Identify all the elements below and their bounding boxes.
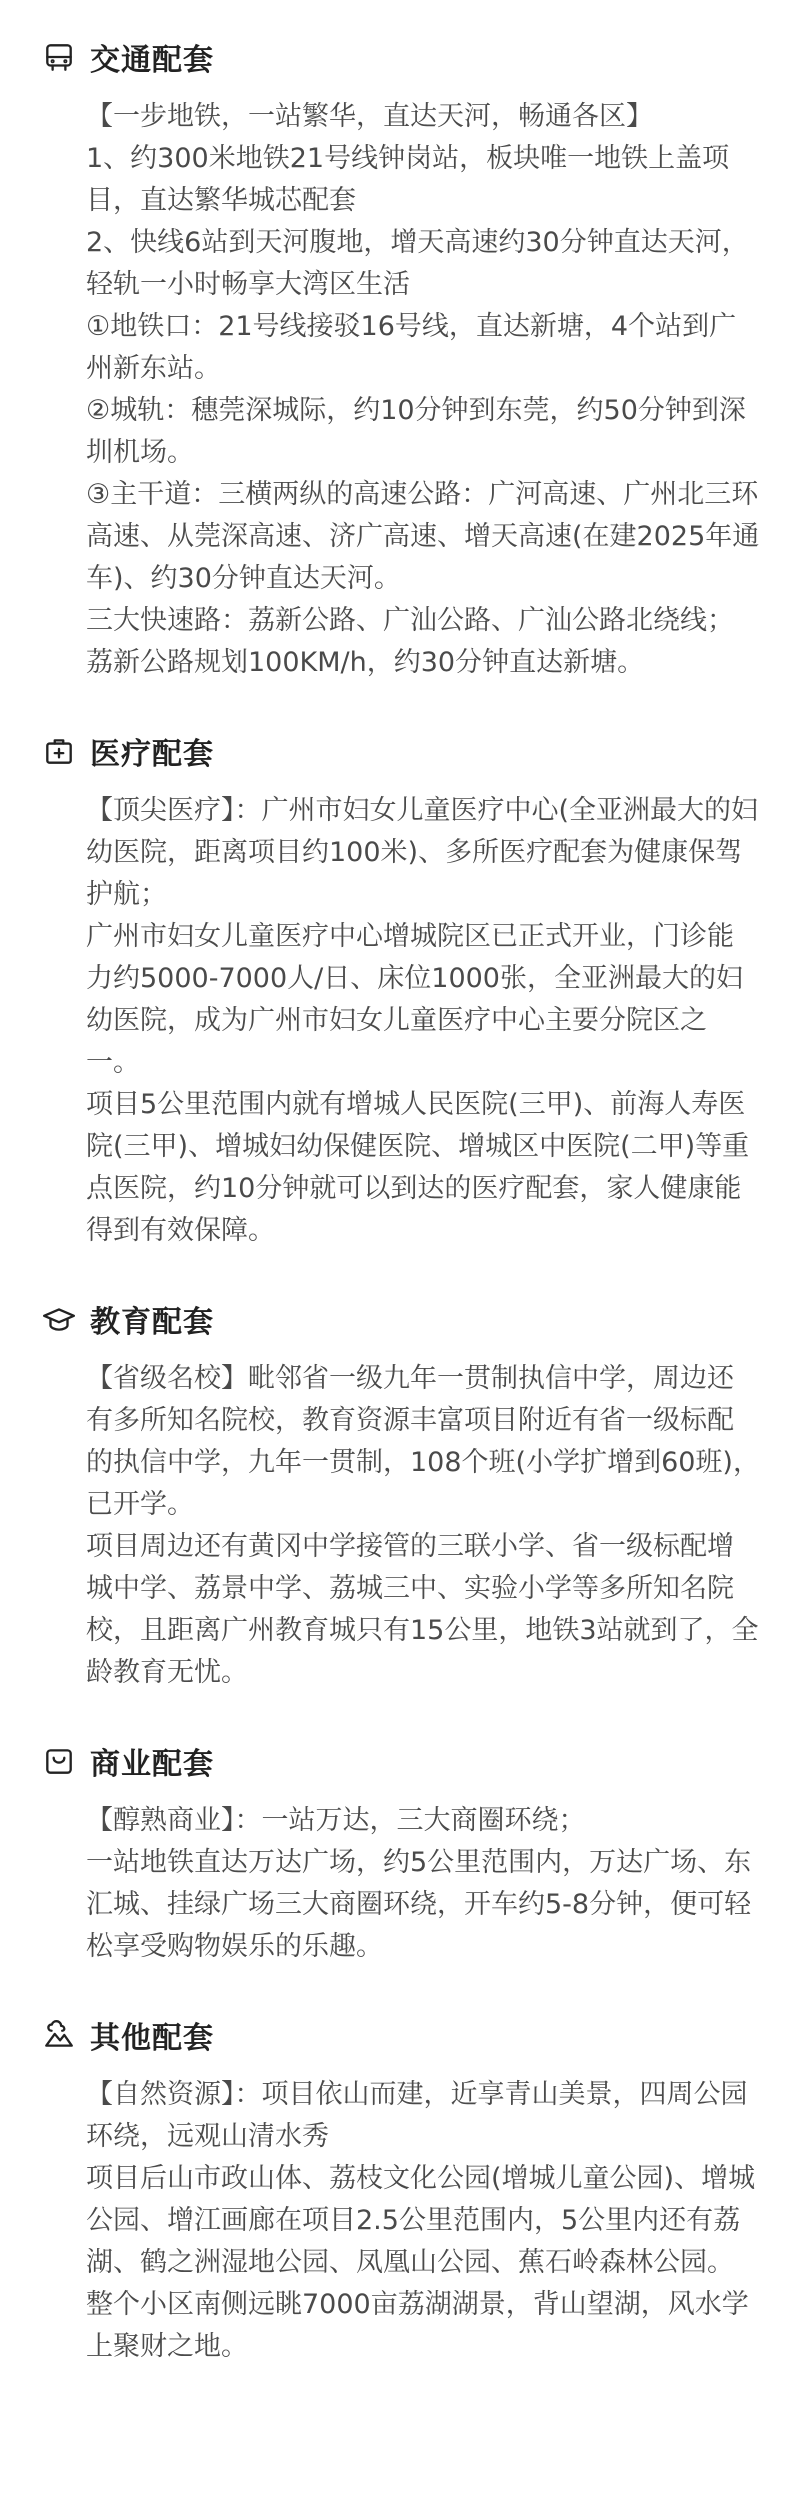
section-other — [40, 2008, 760, 2368]
section-title: 教育配套 — [90, 1305, 214, 1340]
paragraph: 广州市妇女儿童医疗中心增城院区已正式开业，门诊能力约5000-7000人/日、床位1000张，全亚洲最大的妇幼医院，成为广州市妇女儿童医疗中心主要分院区之一。 — [86, 921, 743, 1078]
section-transport — [40, 30, 760, 684]
paragraph: 【自然资源】：项目依山而建，近享青山美景，四周公园环绕，远观山清水秀 — [86, 2079, 748, 2152]
section-medical — [40, 724, 760, 1252]
paragraph: 【醇熟商业】：一站万达，三大商圈环绕； — [86, 1805, 586, 1836]
section-title: 交通配套 — [90, 43, 214, 78]
paragraph: 项目5公里范围内就有增城人民医院(三甲)、前海人寿医院(三甲)、增城妇幼保健医院、增城区中医院(二甲)等重点医院，约10分钟就可以到达的医疗配套，家人健康能得到有效保障。 — [86, 1089, 750, 1246]
section-body — [40, 96, 760, 684]
paragraph: ③主干道：三横两纵的高速公路：广河高速、广州北三环高速、从莞深高速、济广高速、增天高速(在建2025年通车)、约30分钟直达天河。 — [86, 479, 760, 594]
section-header — [40, 2008, 760, 2062]
section-body — [40, 1800, 760, 1968]
paragraph: 2、快线6站到天河腹地，增天高速约30分钟直达天河，轻轨一小时畅享大湾区生活 — [86, 227, 749, 300]
paragraph: 【顶尖医疗】：广州市妇女儿童医疗中心(全亚洲最大的妇幼医院，距离项目约100米)、多所医疗配套为健康保驾护航； — [86, 795, 759, 910]
shopping-bag-icon — [40, 1742, 78, 1780]
section-header — [40, 1292, 760, 1346]
paragraph: 项目周边还有黄冈中学接管的三联小学、省一级标配增城中学、荔景中学、荔城三中、实验小学等多所知名院校，且距离广州教育城只有15公里，地铁3站就到了，全龄教育无忧。 — [86, 1531, 759, 1688]
section-education — [40, 1292, 760, 1694]
section-title: 其他配套 — [90, 2021, 214, 2056]
section-body — [40, 2074, 760, 2368]
paragraph: ①地铁口：21号线接驳16号线，直达新塘，4个站到广州新东站。 — [86, 311, 737, 384]
section-body — [40, 1358, 760, 1694]
paragraph: 三大快速路：荔新公路、广汕公路、广汕公路北绕线；荔新公路规划100KM/h，约30分钟直达新塘。 — [86, 605, 734, 678]
bus-icon — [40, 38, 78, 76]
cloud-mountain-icon — [40, 2016, 78, 2054]
section-header — [40, 1734, 760, 1788]
section-commerce — [40, 1734, 760, 1968]
section-header — [40, 30, 760, 84]
section-header — [40, 724, 760, 778]
paragraph: 一站地铁直达万达广场，约5公里范围内，万达广场、东汇城、挂绿广场三大商圈环绕，开车约5-8分钟，便可轻松享受购物娱乐的乐趣。 — [86, 1847, 752, 1962]
paragraph: 1、约300米地铁21号线钟岗站，板块唯一地铁上盖项目，直达繁华城芯配套 — [86, 143, 730, 216]
paragraph: 【一步地铁，一站繁华，直达天河，畅通各区】 — [86, 101, 653, 132]
paragraph: ②城轨：穗莞深城际，约10分钟到东莞，约50分钟到深圳机场。 — [86, 395, 746, 468]
section-title: 医疗配套 — [90, 737, 214, 772]
section-body — [40, 790, 760, 1252]
section-title: 商业配套 — [90, 1747, 214, 1782]
paragraph: 【省级名校】毗邻省一级九年一贯制执信中学，周边还有多所知名院校，教育资源丰富项目附近有省一级标配的执信中学，九年一贯制，108个班(小学扩增到60班)，已开学。 — [86, 1363, 760, 1520]
medical-kit-icon — [40, 732, 78, 770]
graduation-cap-icon — [40, 1300, 78, 1338]
paragraph: 项目后山市政山体、荔枝文化公园(增城儿童公园)、增城公园、增江画廊在项目2.5公里范围内，5公里内还有荔湖、鹤之洲湿地公园、凤凰山公园、蕉石岭森林公园。整个小区南侧远眺7000亩荔湖湖景，背山望湖，风水学上聚财之地。 — [86, 2163, 756, 2362]
